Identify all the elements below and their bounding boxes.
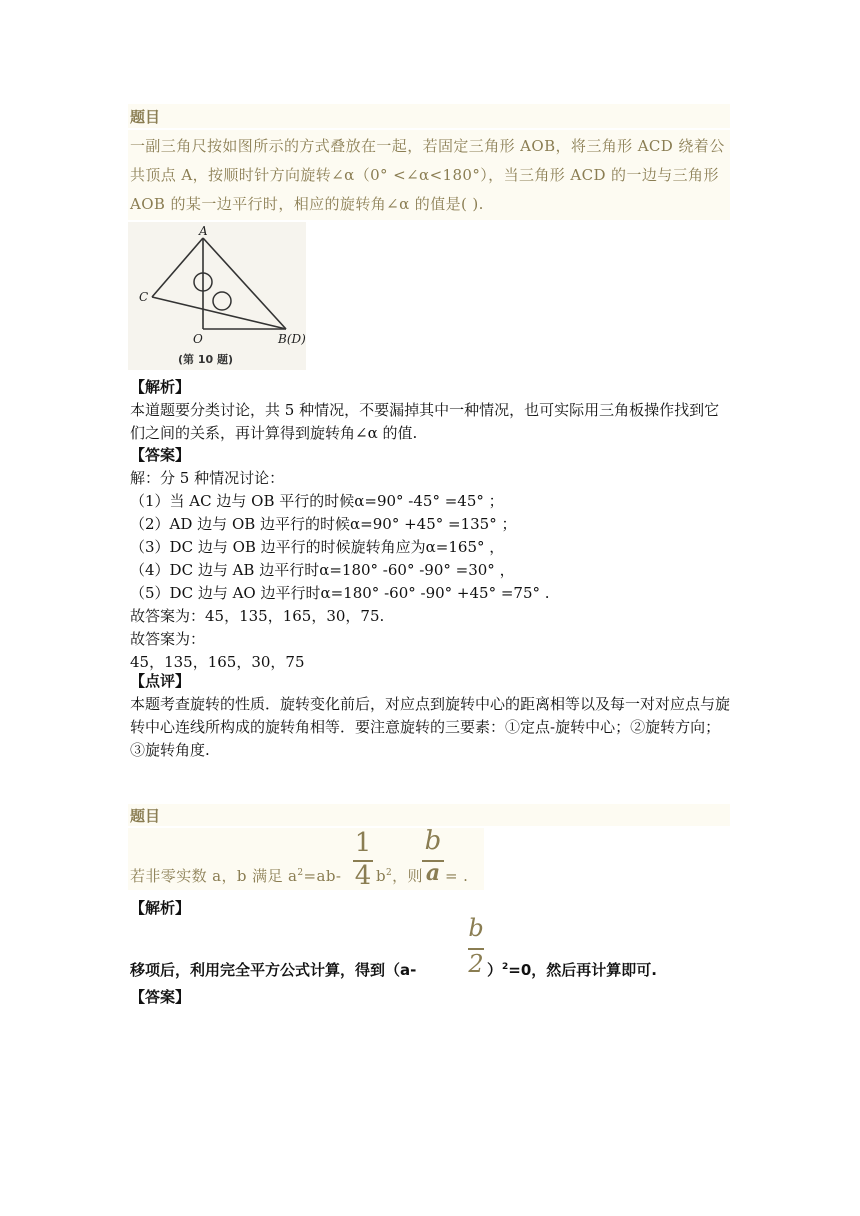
answer-line: （2）AD 边与 OB 边平行的时候α=90° +45° =135° ；: [130, 515, 517, 533]
question-2-text-b: [376, 866, 423, 886]
answer-line: （1）当 AC 边与 OB 平行的时候α=90° -45° =45° ；: [130, 492, 504, 510]
question-2-title: 题目: [130, 807, 161, 825]
analysis-text-2-suffix: [487, 959, 657, 980]
label-bd: B(D): [278, 332, 306, 346]
triangle-ruler-diagram: [128, 222, 306, 370]
label-o: O: [193, 332, 203, 346]
answer-line: （4）DC 边与 AB 边平行时α=180° -60° -90° =30° ，: [130, 561, 515, 579]
question-2-text-a: [130, 866, 341, 886]
label-c: C: [139, 290, 149, 304]
analysis-heading-2: 【解析】: [130, 899, 191, 917]
analysis-heading-1: 【解析】: [130, 378, 191, 396]
exponent: 2: [386, 868, 393, 878]
exponent: 2: [297, 868, 304, 878]
question-2-header-band: [128, 804, 730, 826]
answer-heading-2: 【答案】: [130, 988, 191, 1006]
figure-caption: (第 10 题): [178, 353, 234, 366]
fraction-1-numerator: 1: [354, 828, 372, 858]
answer-line: 45，135，165，30，75: [130, 653, 305, 671]
answer-heading-1: 【答案】: [130, 446, 191, 464]
label-a: A: [199, 224, 208, 238]
fraction-3-numerator: b: [468, 914, 484, 942]
comment-heading-1: 【点评】: [130, 672, 191, 690]
answer-lines-1: [130, 467, 550, 674]
analysis-close: ）: [487, 961, 503, 979]
question-1-text: 一副三角尺按如图所示的方式叠放在一起，若固定三角形 AOB，将三角形 ACD 绕着公共顶点 A，按顺时针方向旋转∠α（0° <∠α<180°），当三角形 ACD 的一边与三角形 AOB 的某一边平行时，相应的旋转角∠α 的值是( ).: [130, 137, 725, 213]
question-1-header-band: [128, 104, 730, 128]
question-2-prefix: 若非零实数 a，b 满足 a: [130, 867, 298, 885]
triangle-figure: [128, 222, 306, 370]
fraction-2-numerator: b: [424, 826, 442, 856]
analysis-text-2-prefix: 移项后，利用完全平方公式计算，得到（a-: [130, 961, 417, 979]
answer-line: （5）DC 边与 AO 边平行时α=180° -60° -90° +45° =75° .: [130, 584, 550, 602]
exponent: 2: [502, 962, 509, 972]
question-2-mid: =ab-: [303, 867, 342, 885]
fraction-2-denominator: a: [425, 860, 441, 886]
answer-line: （3）DC 边与 OB 边平行的时候旋转角应为α=165° ，: [130, 538, 505, 556]
answer-line: 解：分 5 种情况讨论：: [130, 469, 285, 487]
answer-line: 故答案为：45，135，165，30，75.: [130, 607, 385, 625]
comment-text-1: 本题考查旋转的性质．旋转变化前后，对应点到旋转中心的距离相等以及每一对对应点与旋转中心连线所构成的旋转角相等．要注意旋转的三要素：①定点-旋转中心；②旋转方向；③旋转角度.: [130, 695, 731, 759]
fraction-3-denominator: 2: [468, 950, 484, 978]
answer-line: 故答案为：: [130, 630, 206, 648]
analysis-text-1: 本道题要分类讨论，共 5 种情况，不要漏掉其中一种情况，也可实际用三角板操作找到它们之间的关系，再计算得到旋转角∠α 的值.: [130, 401, 720, 442]
question-2-end: = .: [445, 867, 469, 885]
question-2-then: ，则: [392, 867, 423, 885]
fraction-1-denominator: 4: [354, 861, 372, 891]
question-1-title: 题目: [130, 108, 161, 126]
analysis-suffix: =0，然后再计算即可.: [508, 961, 657, 979]
question-2-b: b: [376, 867, 387, 885]
